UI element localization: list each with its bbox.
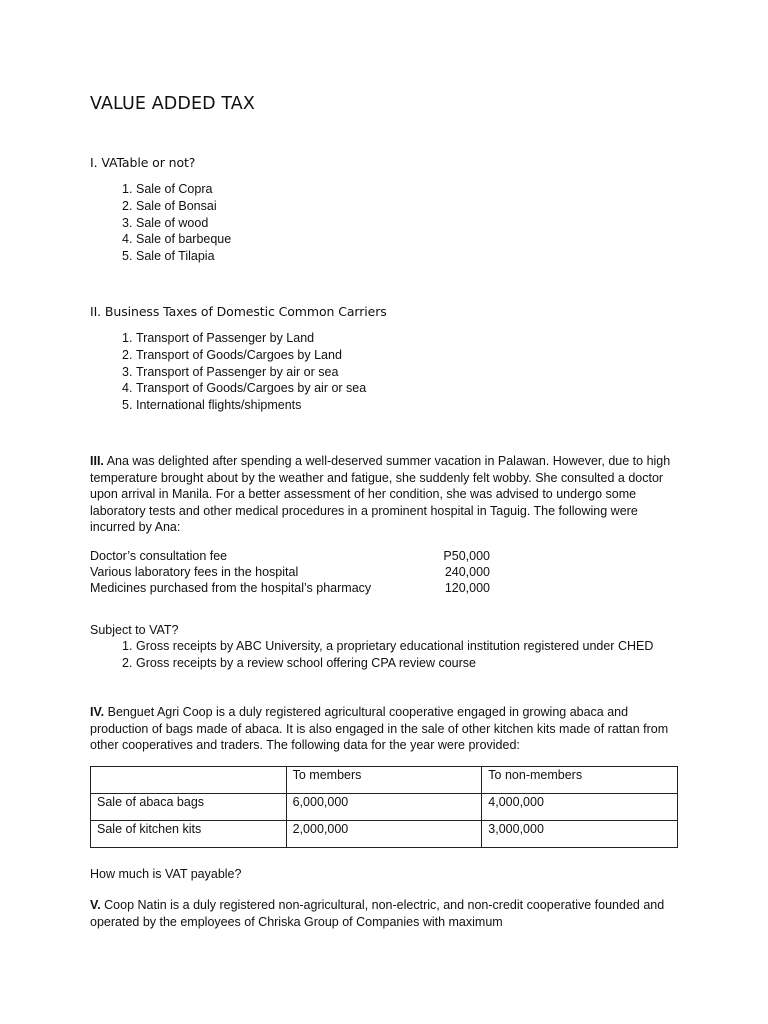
table-cell: Sale of abaca bags — [91, 794, 287, 821]
list-item: 2. Sale of Bonsai — [122, 198, 217, 213]
section-3-text: Ana was delighted after spending a well-deserved summer vacation in Palawan. However, due to high temperature brought about by the weather and fatigue, she suddenly felt wobby. She consulted a doctor upon arrival in Manila. For a better assessment of her condition, she was advised to undergo some laboratory tests and other medical procedures in a prominent hospital in Taguig. The following were incurred by Ana: — [90, 454, 671, 534]
table-cell: Sale of kitchen kits — [91, 821, 287, 848]
fee-row: Various laboratory fees in the hospital 240,000 — [90, 565, 490, 579]
section-5-label: V. — [90, 898, 101, 912]
section-4-text: Benguet Agri Coop is a duly registered agricultural cooperative engaged in growing abaca and production of bags made of abaca. It is also engaged in the sale of other kitchen kits made of rattan from other cooperatives and traders. The following data for the year were provided: — [90, 705, 669, 752]
table-header-row — [91, 767, 678, 794]
table-cell: 2,000,000 — [286, 821, 482, 848]
list-item: 2. Transport of Goods/Cargoes by Land — [122, 347, 342, 362]
section-5-paragraph — [90, 897, 680, 930]
page-title: VALUE ADDED TAX — [90, 94, 255, 114]
list-item: 3. Transport of Passenger by air or sea — [122, 364, 339, 379]
section-3-question: Subject to VAT? — [90, 623, 179, 637]
section-4-question: How much is VAT payable? — [90, 867, 242, 881]
section-3-label: III. — [90, 454, 104, 468]
list-item: 2. Gross receipts by a review school offering CPA review course — [122, 655, 476, 670]
table-header-cell: To non-members — [482, 767, 678, 794]
sales-table — [90, 766, 678, 848]
list-item: 4. Transport of Goods/Cargoes by air or sea — [122, 381, 367, 396]
list-item: 1. Transport of Passenger by Land — [122, 331, 315, 345]
table-row — [91, 794, 678, 821]
table-cell: 3,000,000 — [482, 821, 678, 848]
list-item: 5. International flights/shipments — [122, 398, 302, 413]
section-2-list — [90, 330, 366, 414]
list-item: 4. Sale of barbeque — [122, 232, 232, 247]
list-item: 1. Sale of Copra — [122, 182, 213, 196]
table-cell: 4,000,000 — [482, 794, 678, 821]
section-3-paragraph — [90, 453, 680, 536]
section-1-heading: I. VATable or not? — [90, 155, 196, 170]
table-row — [91, 821, 678, 848]
section-4-paragraph — [90, 704, 680, 754]
table-header-cell: To members — [286, 767, 482, 794]
section-5-text: Coop Natin is a duly registered non-agricultural, non-electric, and non-credit cooperative founded and operated by the employees of Chriska Group of Companies with maximum — [90, 898, 665, 929]
list-item: 5. Sale of Tilapia — [122, 249, 215, 264]
section-2-heading: II. Business Taxes of Domestic Common Carriers — [90, 304, 387, 319]
table-header-cell — [91, 767, 287, 794]
fee-row: Doctor’s consultation fee P50,000 — [90, 549, 490, 563]
fee-row: Medicines purchased from the hospital’s pharmacy 120,000 — [90, 581, 490, 595]
section-1-list — [90, 181, 231, 265]
section-3-list — [90, 638, 680, 672]
list-item: 1. Gross receipts by ABC University, a proprietary educational institution registered under CHED — [122, 639, 654, 653]
fees-list — [90, 548, 510, 596]
section-4-label: IV. — [90, 705, 105, 719]
table-cell: 6,000,000 — [286, 794, 482, 821]
list-item: 3. Sale of wood — [122, 215, 209, 230]
